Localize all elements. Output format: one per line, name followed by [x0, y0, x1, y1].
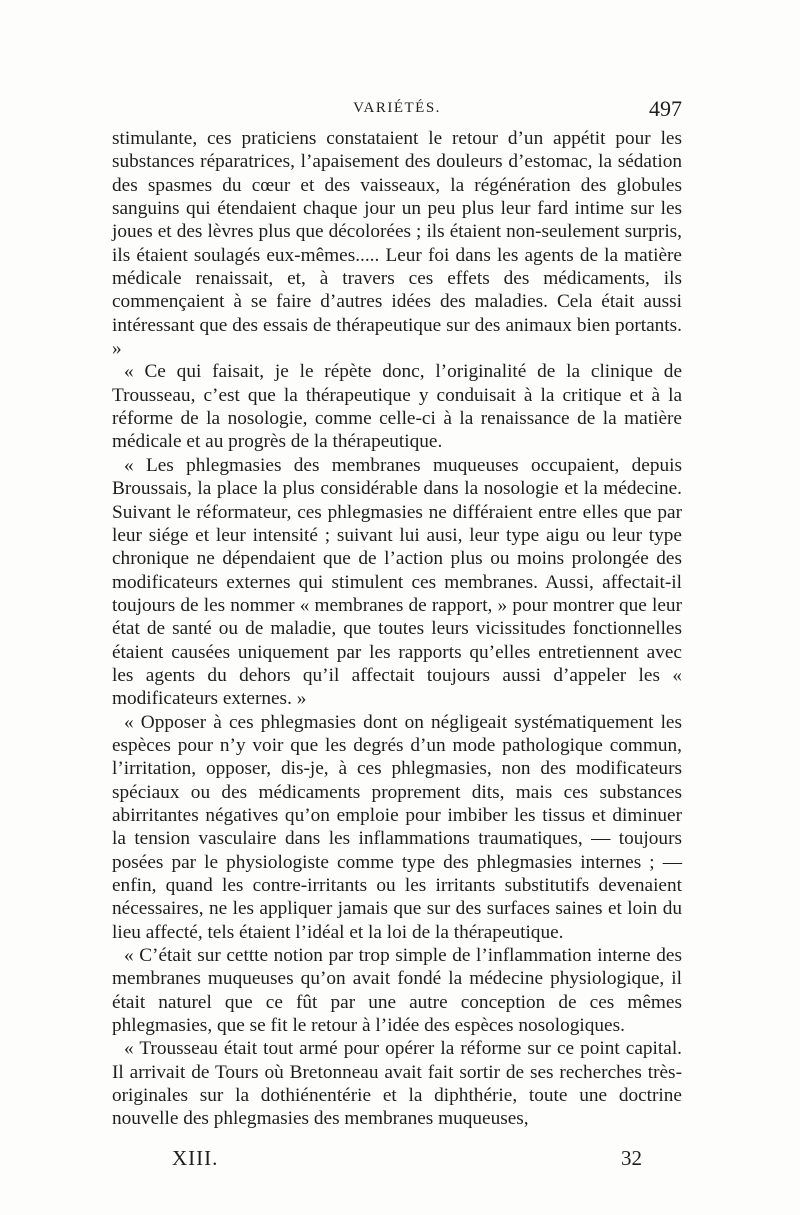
running-title: VARIÉTÉS. — [353, 100, 441, 116]
body-text — [112, 127, 682, 1131]
paragraph: stimulante, ces praticiens constataient le retour d’un appétit pour les substances réparatrices, l’apaisement des douleurs d’estomac, la sédation des spasmes du cœur et des vaisseaux, la régénération des globules sanguins qui étendaient chaque jour un peu plus leur fard intime sur les joues et des lèvres plus que décolorées ; ils étaient non-seulement surpris, ils étaient soulagés eux-mêmes..... Leur foi dans les agents de la matière médicale renaissait, et, à travers ces effets des médicaments, ils commençaient à se faire d’autres idées des maladies. Cela était aussi intéressant que des essais de thérapeutique sur des animaux bien portants. » — [112, 128, 682, 360]
sheet-number: 32 — [621, 1146, 642, 1170]
paragraph: « Ce qui faisait, je le répète donc, l’originalité de la clinique de Trousseau, c’est que la thérapeutique y conduisait à la critique et à la réforme de la nosologie, comme celle-ci à la renaissance de la matière médicale et au progrès de la thérapeutique. — [112, 361, 682, 453]
paragraph: « Opposer à ces phlegmasies dont on négligeait systématiquement les espèces pour n’y voir que les degrés d’un mode pathologique commun, l’irritation, opposer, dis-je, à ces phlegmasies, non des modificateurs spéciaux ou des médicaments proprement dits, mais ces substances abirritantes négatives qu’on emploie pour imbiber les tissus et diminuer la tension vasculaire dans les inflammations traumatiques, — toujours posées par le physiologiste comme type des phlegmasies internes ; — enfin, quand les contre-irritants ou les irritants substitutifs devenaient nécessaires, ne les appliquer jamais que sur des surfaces saines et loin du lieu affecté, tels étaient l’idéal et la loi de la thérapeutique. — [112, 711, 682, 943]
page-footer — [112, 1146, 682, 1176]
signature-mark: XIII. — [172, 1146, 219, 1170]
paragraph: « C’était sur cettte notion par trop simple de l’inflammation interne des membranes muqueuses qu’on avait fondé la médecine physiologique, il était naturel que ce fût par une autre conception de ces mêmes phlegmasies, que se fit le retour à l’idée des espèces nosologiques. — [112, 945, 682, 1037]
paragraph: « Les phlegmasies des membranes muqueuses occupaient, depuis Broussais, la place la plus considérable dans la nosologie et la médecine. Suivant le réformateur, ces phlegmasies ne différaient entre elles que par leur siége et leur intensité ; suivant lui ausi, leur type aigu ou leur type chronique ne dépendaient que de l’action plus ou moins prolongée des modificateurs externes qui stimulent ces membranes. Aussi, affectait-il toujours de les nommer « membranes de rapport, » pour montrer que leur état de santé ou de maladie, que toutes leurs vicissitudes fonctionnelles étaient causées uniquement par les rapports qu’elles entretiennent avec les agents du dehors qu’il affectait toujours aussi d’appeler les « modificateurs externes. » — [112, 454, 682, 710]
page-number: 497 — [649, 96, 682, 121]
paragraph: « Trousseau était tout armé pour opérer la réforme sur ce point capital. Il arrivait de Tours où Bretonneau avait fait sortir de ses recherches très-originales sur la dothiénentérie et la diphthérie, toute une doctrine nouvelle des phlegmasies des membranes muqueuses, — [112, 1038, 682, 1130]
running-head — [112, 98, 682, 122]
